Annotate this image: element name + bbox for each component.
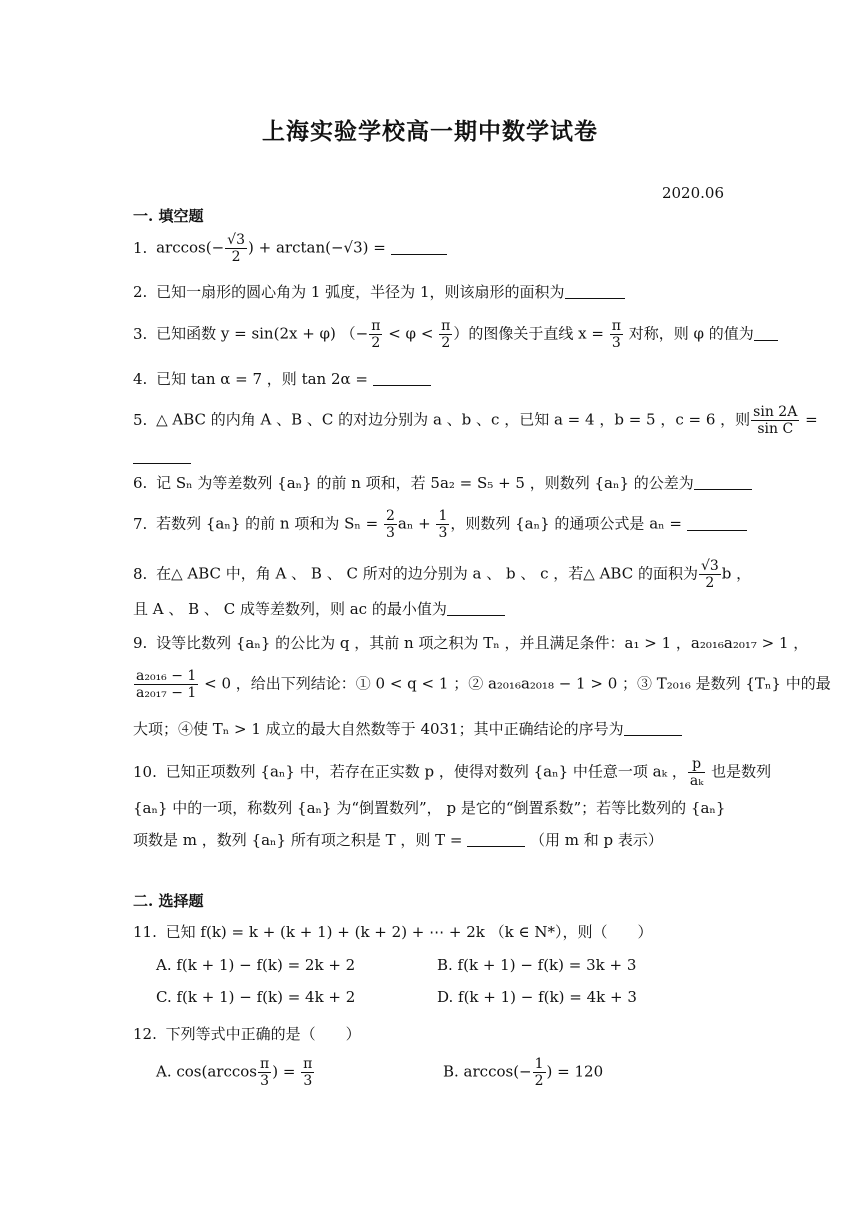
question-text: 记 Sₙ 为等差数列 {aₙ} 的前 n 项和，若 5a₂ = S₅ + 5 ，则数列 {aₙ} 的公差为 [156,474,694,492]
question-text: 若数列 {aₙ} 的前 n 项和为 Sₙ = [156,514,383,533]
answer-blank[interactable] [624,721,682,736]
question-11 [133,921,728,943]
fraction [699,558,721,591]
question-text: 已知一扇形的圆心角为 1 弧度，半径为 1，则该扇形的面积为 [156,283,565,301]
answer-blank[interactable] [391,240,447,255]
numerator: √3 [227,232,245,248]
question-5-blank-row [133,446,728,468]
question-number: 11. [133,923,157,941]
question-9-line3 [133,718,728,740]
question-text: 项数是 m ，数列 {aₙ} 所有项之积是 T ，则 T = [133,831,463,849]
exam-title: 上海实验学校高一期中数学试卷 [262,118,598,145]
question-text: △ ABC 的内角 A 、B 、C 的对边分别为 a 、b 、c ，已知 a = 4 ，b = 5 ，c = 6 ，则 [156,410,751,429]
question-text: 在△ ABC 中，角 A 、 B 、 C 所对的边分别为 a 、 b 、 c ，若△ ABC 的面积为 [156,564,698,583]
fraction [369,318,382,351]
option-text: B. arccos(− [443,1062,532,1081]
question-5 [133,404,818,437]
answer-blank[interactable] [373,371,431,386]
denominator: a₂₀₁₇ − 1 [136,685,197,701]
question-text: 已知 f(k) = k + (k + 1) + (k + 2) + ⋯ + 2k （k ∈ N*），则（ ） [165,923,653,941]
fraction [258,1056,271,1089]
question-text: < 0 ，给出下列结论：① 0 < q < 1 ；② a₂₀₁₆a₂₀₁₈ − 1 > 0 ；③ T₂₀₁₆ 是数列 {Tₙ} 中的最 [199,674,831,693]
denominator: 2 [371,335,381,351]
answer-blank[interactable] [687,516,747,531]
question-9 [133,632,809,654]
numerator: π [260,1056,270,1072]
question-text: 已知正项数列 {aₙ} 中，若存在正实数 p ，使得对数列 {aₙ} 中任意一项 aₖ ， [165,762,687,781]
denominator: 3 [611,335,621,351]
question-number: 6. [133,474,148,492]
numerator: 1 [438,508,448,524]
question-text: = [805,410,818,429]
denominator: 3 [438,525,448,541]
question-number: 4. [133,370,148,388]
answer-blank[interactable] [447,601,505,616]
fraction [610,318,623,351]
exam-date: 2020.06 [661,184,724,202]
denominator: 3 [303,1073,313,1089]
answer-blank[interactable] [694,475,752,490]
question-number: 2. [133,283,148,301]
numerator: sin 2A [753,404,798,420]
numerator: √3 [700,558,719,574]
question-text: 大项；④使 Tₙ > 1 成立的最大自然数等于 4031；其中正确结论的序号为 [133,720,624,738]
denominator: sin C [757,421,794,437]
question-text: 设等比数列 {aₙ} 的公比为 q ，其前 n 项之积为 Tₙ ，并且满足条件：a₁ > 1 ，a₂₀₁₆a₂₀₁₇ > 1 ， [156,634,809,652]
fraction [225,232,247,265]
question-8 [133,558,752,591]
question-text: {aₙ} 中的一项，称数列 {aₙ} 为“倒置数列”， p 是它的“倒置系数”；若等比数列的 {aₙ} [133,799,726,817]
question-4 [133,368,728,390]
numerator: π [371,318,381,334]
question-6 [133,472,728,494]
question-number: 10. [133,762,157,781]
question-3 [133,318,754,351]
denominator: 2 [705,575,715,591]
question-number: 12. [133,1025,157,1043]
question-number: 8. [133,564,148,583]
question-text: < φ < [383,324,439,343]
question-10-line3 [133,829,728,851]
question-2 [133,281,728,303]
question-text: arccos(− [156,238,225,257]
question-text: aₙ + [397,514,436,533]
fraction [751,404,799,437]
question-text: ) + arctan(−√3) = [248,238,386,257]
option-c[interactable]: C. f(k + 1) − f(k) = 4k + 2 [156,988,356,1006]
question-number: 9. [133,634,148,652]
question-8-line2 [133,598,728,620]
option-text: ) = [272,1062,301,1081]
option-a[interactable] [156,1056,315,1089]
fraction [436,508,449,541]
option-b[interactable] [443,1056,603,1089]
question-number: 5. [133,410,148,429]
question-text: 对称，则 φ 的值为 [623,324,754,343]
numerator: 2 [385,508,395,524]
numerator: 1 [534,1056,544,1072]
numerator: p [688,756,705,773]
fraction [134,668,198,701]
question-1 [133,232,728,265]
section-fill-in-blank: 一. 填空题 [133,207,204,225]
fraction [439,318,452,351]
question-text: （用 m 和 p 表示） [530,831,663,849]
numerator: π [303,1056,313,1072]
section-multiple-choice: 二. 选择题 [133,892,204,910]
denominator: 3 [260,1073,270,1089]
option-b[interactable]: B. f(k + 1) − f(k) = 3k + 3 [437,956,637,974]
question-text: ）的图像关于直线 x = [453,324,609,343]
question-10 [133,756,772,789]
answer-blank[interactable] [565,284,625,299]
denominator: 2 [534,1073,544,1089]
question-10-line2 [133,797,728,819]
numerator: a₂₀₁₆ − 1 [136,668,197,684]
question-text: ，则数列 {aₙ} 的通项公式是 aₙ = [450,514,682,533]
denominator: 2 [441,335,451,351]
question-number: 3. [133,324,148,343]
answer-blank[interactable] [467,832,525,847]
option-text: A. cos(arccos [156,1062,257,1081]
question-9-line2 [133,668,831,701]
question-text: 且 A 、 B 、 C 成等差数列，则 ac 的最小值为 [133,600,447,618]
question-number: 1. [133,238,148,257]
question-text: 已知 tan α = 7 ，则 tan 2α = [156,370,368,388]
question-text: b ， [721,564,752,583]
numerator: π [611,318,621,334]
denominator: 2 [231,249,241,265]
denominator: 3 [385,525,395,541]
fraction [533,1056,546,1089]
numerator: π [441,318,451,334]
question-12 [133,1023,728,1045]
fraction [688,756,705,789]
answer-blank[interactable] [754,326,778,341]
option-text: ) = 120 [546,1062,604,1081]
question-7 [133,508,728,541]
option-d[interactable]: D. f(k + 1) − f(k) = 4k + 3 [437,988,637,1006]
question-text: 下列等式中正确的是（ ） [165,1025,361,1043]
question-text: 也是数列 [706,762,772,781]
denominator: aₖ [689,773,704,789]
question-text: 已知函数 y = sin(2x + φ) （− [156,324,369,343]
fraction [301,1056,314,1089]
answer-blank[interactable] [133,449,191,464]
option-a[interactable]: A. f(k + 1) − f(k) = 2k + 2 [156,956,356,974]
fraction [384,508,397,541]
question-number: 7. [133,514,148,533]
